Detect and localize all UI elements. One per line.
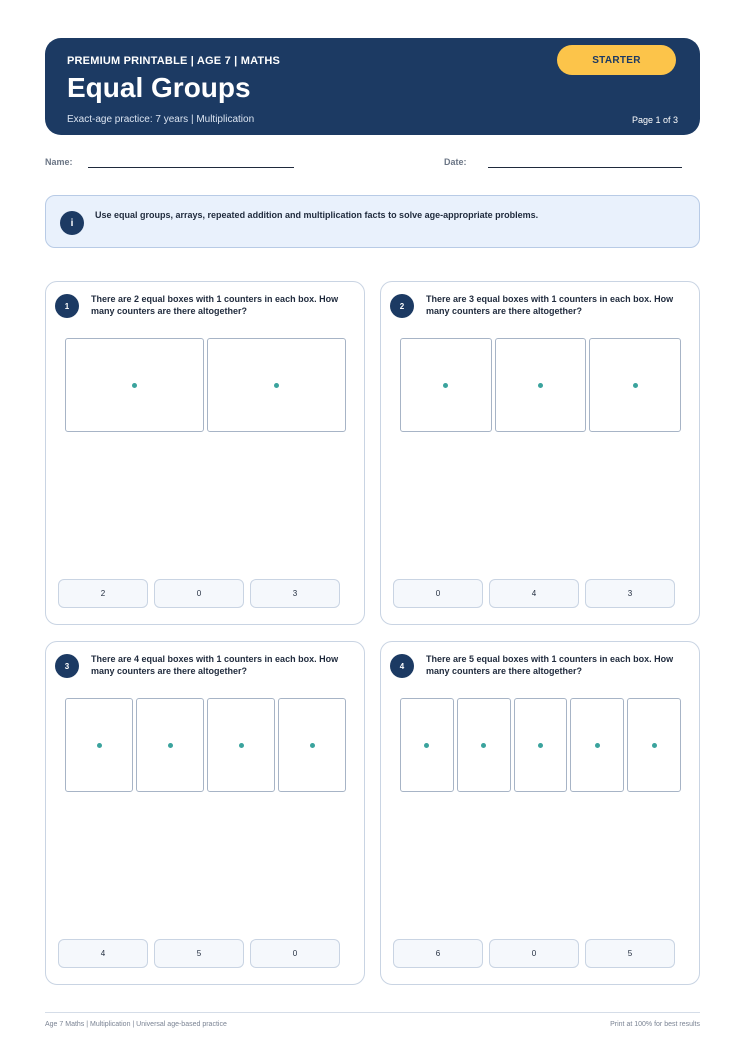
group-box [457,698,511,792]
page-title: Equal Groups [67,72,251,103]
question-number: 3 [55,654,79,678]
group-box [570,698,624,792]
group-box [65,698,133,792]
question-number: 1 [55,294,79,318]
question-text: There are 3 equal boxes with 1 counters in each box. How many counters are there altogether? [426,294,674,316]
question-text: There are 2 equal boxes with 1 counters in each box. How many counters are there altogether? [91,294,339,316]
group-box [495,338,587,432]
question-text: There are 5 equal boxes with 1 counters in each box. How many counters are there altogether? [426,654,674,676]
answer-choice[interactable]: 0 [154,579,244,608]
answer-choice[interactable]: 5 [154,939,244,968]
counter-dot [132,383,137,388]
counter-dot [168,743,173,748]
group-box [400,338,492,432]
question-number: 4 [390,654,414,678]
answer-choice[interactable]: 0 [250,939,340,968]
answer-choice[interactable]: 6 [393,939,483,968]
group-box [136,698,204,792]
group-box [400,698,454,792]
group-box [207,338,346,432]
counter-dot [652,743,657,748]
group-box [589,338,681,432]
answer-choice[interactable]: 2 [58,579,148,608]
header-eyebrow: PREMIUM PRINTABLE | AGE 7 | MATHS [67,55,281,67]
counter-dot [595,743,600,748]
worksheet-header [45,38,700,135]
name-field[interactable] [88,167,294,168]
info-icon: i [60,211,84,235]
counter-dot [424,743,429,748]
counter-dot [538,743,543,748]
question-card-4 [380,641,700,985]
answer-choice[interactable]: 4 [58,939,148,968]
header-subtitle: Exact-age practice: 7 years | Multiplication [67,114,255,125]
counter-dot [310,743,315,748]
equal-groups [400,338,681,432]
footer-right-text: Print at 100% for best results [610,1021,700,1028]
counter-dot [443,383,448,388]
answer-choice[interactable]: 3 [250,579,340,608]
group-box [514,698,568,792]
counter-dot [274,383,279,388]
counter-dot [481,743,486,748]
equal-groups [65,338,346,432]
answer-choices [393,579,675,608]
group-box [65,338,204,432]
question-card-2 [380,281,700,625]
date-label: Date: [444,157,467,167]
page-indicator: Page 1 of 3 [631,115,678,125]
answer-choice[interactable]: 5 [585,939,675,968]
answer-choice[interactable]: 0 [489,939,579,968]
answer-choices [393,939,675,968]
equal-groups [400,698,681,792]
group-box [207,698,275,792]
question-number: 2 [390,294,414,318]
counter-dot [239,743,244,748]
date-field[interactable] [488,167,682,168]
counter-dot [633,383,638,388]
group-box [627,698,681,792]
answer-choice[interactable]: 3 [585,579,675,608]
question-card-1 [45,281,365,625]
level-badge: STARTER [557,45,676,75]
instructions-box [45,195,700,248]
name-label: Name: [45,157,73,167]
footer-divider [45,1012,700,1013]
answer-choice[interactable]: 4 [489,579,579,608]
counter-dot [97,743,102,748]
counter-dot [538,383,543,388]
answer-choice[interactable]: 0 [393,579,483,608]
question-card-3 [45,641,365,985]
instructions-text: Use equal groups, arrays, repeated addition and multiplication facts to solve age-appropriate problems. [95,210,539,220]
question-text: There are 4 equal boxes with 1 counters in each box. How many counters are there altogether? [91,654,339,676]
answer-choices [58,939,340,968]
answer-choices [58,579,340,608]
group-box [278,698,346,792]
equal-groups [65,698,346,792]
footer-left-text: Age 7 Maths | Multiplication | Universal age-based practice [45,1021,227,1028]
